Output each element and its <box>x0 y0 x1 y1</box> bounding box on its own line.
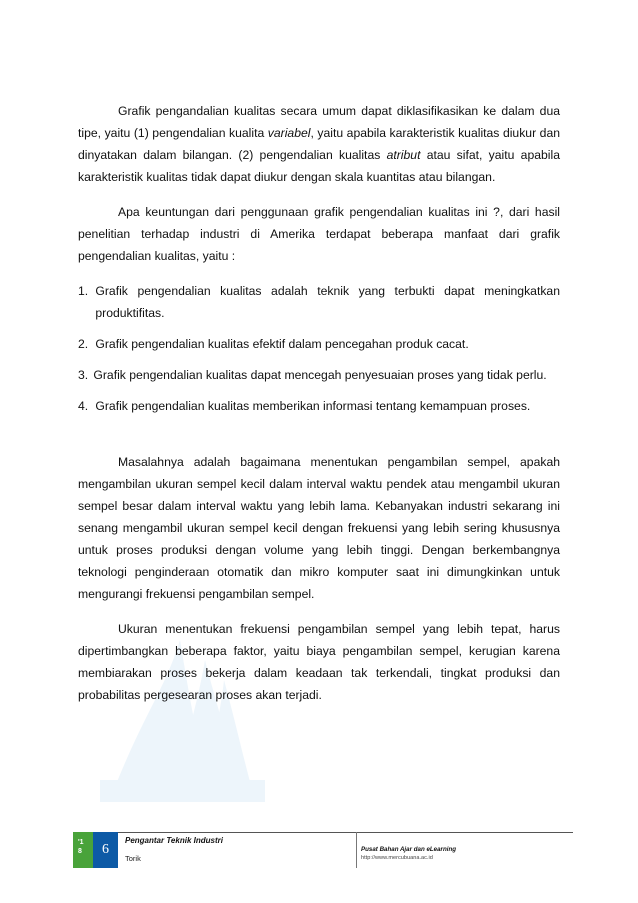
course-author: Torik <box>125 854 141 863</box>
logo-mark: '1 8 <box>78 839 84 855</box>
paragraph-text: Grafik pengandalian kualitas secara umum dapat diklasifikasikan ke dalam dua tipe, yaitu (1) pengendalian kualita <box>78 104 560 140</box>
page-number: 6 <box>93 832 118 868</box>
paragraph-grafik-tipe <box>78 100 560 188</box>
center-name: Pusat Bahan Ajar dan eLearning <box>361 846 457 853</box>
paragraph-text: , yaitu apabila karakteristik kualitas diukur dan dinyatakan dalam bilangan. (2) pengendalian kualitas <box>78 126 561 162</box>
benefits-list <box>78 280 560 417</box>
paragraph-ukuran: Ukuran menentukan frekuensi pengambilan sempel yang lebih tepat, harus dipertimbangkan beberapa faktor, yaitu biaya pengambilan sempel, kerugian karena membiarakan proses bekerja dalam keadaan tak terkendali, tingkat produksi dan probabilitas pergesearan proses akan terjadi. <box>78 622 560 702</box>
paragraph-text: atau sifat, yaitu apabila karakteristik kualitas tidak dapat diukur dengan skala kuantitas atau bilangan. <box>78 148 560 184</box>
footer-divider <box>118 832 573 833</box>
footer-separator <box>356 832 357 868</box>
list-number: 3. <box>78 368 89 382</box>
list-item <box>78 364 560 386</box>
term-atribut: atribut <box>386 148 421 162</box>
term-variabel: variabel <box>267 126 311 140</box>
university-logo <box>73 832 93 868</box>
center-url: http://www.mercubuana.ac.id <box>361 855 433 861</box>
page-footer <box>73 832 573 868</box>
list-item <box>78 280 560 324</box>
paragraph-keuntungan: Apa keuntungan dari penggunaan grafik pengendalian kualitas ini ?, dari hasil penelitian terhadap industri di Amerika terdapat beberapa manfaat dari grafik pengendalian kualitas, yaitu : <box>78 205 560 263</box>
list-number: 2. <box>78 337 89 351</box>
document-body <box>78 100 560 719</box>
list-item <box>78 395 560 417</box>
watermark-base <box>100 780 265 802</box>
list-text: Grafik pengendalian kualitas dapat mencegah penyesuaian proses yang tidak perlu. <box>93 368 547 382</box>
list-number: 4. <box>78 399 89 413</box>
list-text: Grafik pengendalian kualitas adalah teknik yang terbukti dapat meningkatkan produktifitas. <box>95 284 560 320</box>
list-number: 1. <box>78 284 89 298</box>
course-title: Pengantar Teknik Industri <box>125 836 223 845</box>
list-text: Grafik pengendalian kualitas efektif dalam pencegahan produk cacat. <box>95 337 469 351</box>
paragraph-masalah: Masalahnya adalah bagaimana menentukan pengambilan sempel, apakah mengambilan ukuran sempel kecil dalam interval waktu pendek atau mengambil ukuran sempel besar dalam interval waktu yang lebih lama. Kebanyakan industri sekarang ini senang mengambil ukuran sempel kecil dengan frekuensi yang lebih sering khususnya untuk proses produksi dengan volume yang lebih tinggi. Dengan berkembangnya teknologi penginderaan otomatik dan mikro komputer saat ini dimungkinkan untuk mengurangi frekuensi pengambilan sempel. <box>78 455 560 601</box>
list-item <box>78 333 560 355</box>
list-text: Grafik pengendalian kualitas memberikan informasi tentang kemampuan proses. <box>95 399 531 413</box>
